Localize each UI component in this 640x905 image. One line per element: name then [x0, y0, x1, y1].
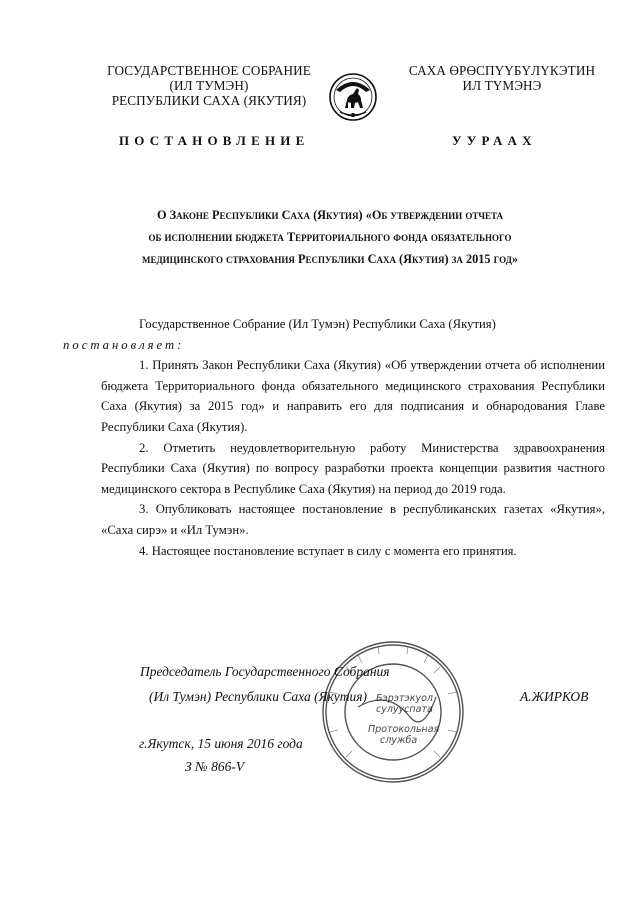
- doc-type-russian: ПОСТАНОВЛЕНИЕ: [119, 133, 310, 148]
- resolves-word: постановляет:: [63, 337, 185, 352]
- signer-name: А.ЖИРКОВ: [520, 689, 589, 704]
- issuer-name-sakha: [382, 63, 622, 93]
- signer-position-line-2: (Ил Тумэн) Республики Саха (Якутия): [149, 689, 368, 704]
- official-seal-stamp: [318, 637, 468, 787]
- stamp-inner-line-4: служба: [380, 735, 418, 746]
- resolution-item-1: 1. Принять Закон Республики Саха (Якутия) «Об утверждении отчета об исполнении бюджета Территориального фонда обязательного медицинского страхования Республики Саха (Якутия) за 2015 год» и направить его для подписания и обнародования Главе Республики Саха (Якутия).: [101, 358, 605, 434]
- issuer-line-3: РЕСПУБЛИКИ САХА (ЯКУТИЯ): [111, 93, 307, 108]
- sakha-republic-emblem-icon: [328, 70, 378, 124]
- resolution-item-2: 2. Отметить неудовлетворительную работу Министерства здравоохранения Республики Саха (Якутия) по вопросу разработки проекта концепции развития частного медицинского сектора в Республике Саха (Якутия) на период до 2019 года.: [101, 440, 605, 496]
- resolution-item-4: 4. Настоящее постановление вступает в силу с момента его принятия.: [139, 543, 517, 558]
- preamble-text: Государственное Собрание (Ил Тумэн) Республики Саха (Якутия): [139, 317, 496, 331]
- issuer-line-2: (ИЛ ТУМЭН): [169, 78, 249, 93]
- document-body: [63, 314, 605, 561]
- document-title: [100, 204, 560, 270]
- stamp-inner-line-1: Бэрэтэкуол: [376, 693, 433, 704]
- resolution-item-3: 3. Опубликовать настоящее постановление в республиканских газетах «Якутия», «Саха сирэ» и «Ил Тумэн».: [101, 502, 605, 537]
- issuer-line-1: ГОСУДАРСТВЕННОЕ СОБРАНИЕ: [107, 63, 311, 78]
- place-and-date: г.Якутск, 15 июня 2016 года: [139, 736, 303, 751]
- issuer-sakha-line-1: САХА ӨРӨСПҮҮБҮЛҮКЭТИН: [408, 63, 596, 78]
- stamp-inner-line-2: сулууспата: [376, 704, 433, 715]
- title-line-1: О Законе Республики Саха (Якутия) «Об утверждении отчета: [156, 208, 504, 222]
- issuer-name-russian: [78, 63, 340, 108]
- doc-type-sakha: УУРААХ: [452, 133, 537, 148]
- signer-position-line-1: Председатель Государственного Собрания: [140, 664, 390, 679]
- stamp-inner-line-3: Протокольная: [368, 724, 440, 735]
- preamble: [63, 314, 605, 355]
- title-line-3: медицинского страхования Республики Саха (Якутия) за 2015 год»: [141, 252, 519, 266]
- title-line-2: об исполнении бюджета Территориального фонда обязательного: [148, 230, 512, 244]
- document-number: З № 866-V: [185, 759, 245, 774]
- issuer-sakha-line-2: ИЛ ТҮМЭНЭ: [462, 78, 542, 93]
